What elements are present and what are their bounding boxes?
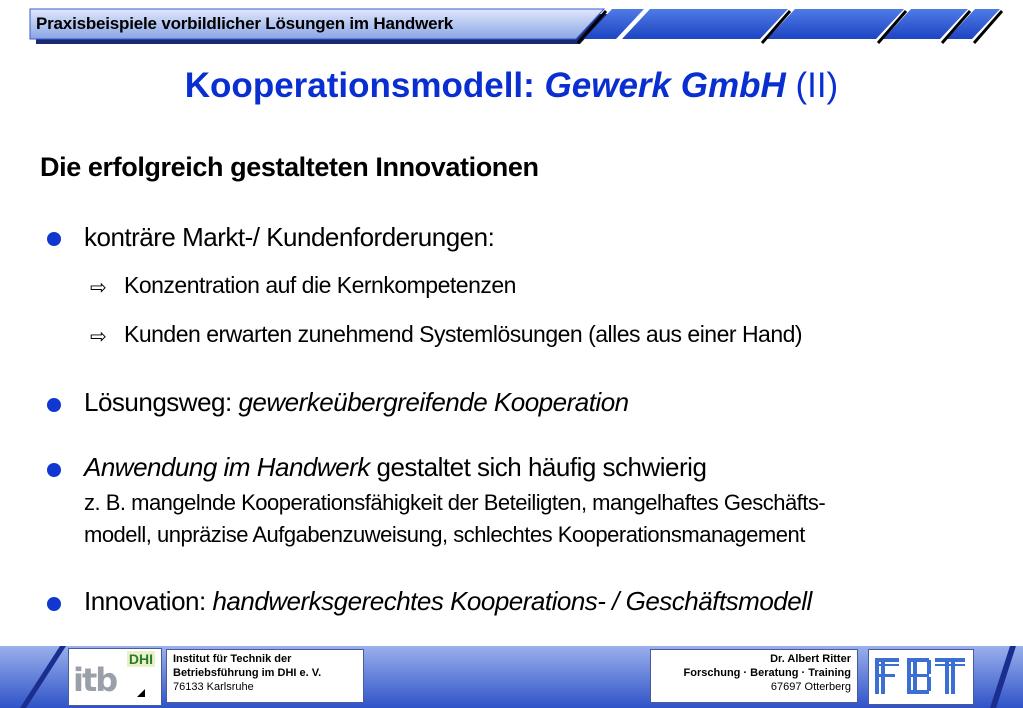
author-line-2: Forschung · Beratung · Training <box>683 667 851 679</box>
bullet-3-suffix: gestaltet sich häufig schwierig <box>369 452 707 482</box>
banner-title: Praxisbeispiele vorbildlicher Lösungen im Handwerk <box>36 14 454 33</box>
bullet-icon <box>47 597 61 611</box>
bullet-3-detail-line-1: z. B. mangelnde Kooperationsfähigkeit der Beteiligten, mangelhaftes Geschäfts- <box>84 490 826 515</box>
section-heading: Die erfolgreich gestalteten Innovationen <box>40 152 539 182</box>
hollow-arrow-right-icon: ⇨ <box>90 326 107 348</box>
bullet-text-3 <box>84 452 706 483</box>
dhi-badge: DHI <box>128 651 153 667</box>
bullet-2-prefix: Lösungsweg: <box>84 387 239 417</box>
slide-title <box>0 66 1023 106</box>
bullet-2-italic: gewerkeübergreifende Kooperation <box>238 387 629 417</box>
author-info-box <box>650 649 858 703</box>
institute-line-3: 76133 Karlsruhe <box>173 681 254 693</box>
bullet-icon <box>47 398 61 412</box>
logo-triangle-icon <box>137 689 145 697</box>
bullet-text-4 <box>84 586 812 617</box>
slide-title-italic: Gewerk GmbH <box>544 66 786 105</box>
header-banner <box>0 0 1023 48</box>
sub-bullet-text-2: Kunden erwarten zunehmend Systemlösungen (alles aus einer Hand) <box>124 321 803 347</box>
institute-line-2: Betriebsführung im DHI e. V. <box>173 667 322 679</box>
sub-bullet-text-1: Konzentration auf die Kernkompetenzen <box>124 272 516 298</box>
itb-logo-text: itb <box>73 661 117 699</box>
institute-line-1: Institut für Technik der <box>173 653 292 665</box>
fbt-logo-graphic <box>869 650 971 702</box>
itb-logo <box>68 648 162 706</box>
bullet-text-1: konträre Markt-/ Kundenforderungen: <box>84 222 495 252</box>
bullet-3-italic: Anwendung im Handwerk <box>84 452 370 482</box>
bullet-3-detail-line-2: modell, unpräzise Aufgabenzuweisung, schlechtes Kooperationsmanagement <box>84 522 805 547</box>
bullet-icon <box>47 232 61 246</box>
slide-title-suffix: (II) <box>785 66 839 105</box>
author-line-3: 67697 Otterberg <box>770 681 851 693</box>
bullet-icon <box>47 463 61 477</box>
footer <box>0 640 1023 708</box>
bullet-4-prefix: Innovation: <box>84 586 213 616</box>
institute-info-box <box>166 649 364 703</box>
hollow-arrow-right-icon: ⇨ <box>90 277 107 299</box>
slide-title-main: Kooperationsmodell: <box>184 66 545 105</box>
bullet-text-2 <box>84 387 629 418</box>
fbt-logo <box>868 649 974 705</box>
author-line-1: Dr. Albert Ritter <box>770 653 851 665</box>
bullet-4-italic: handwerksgerechtes Kooperations- / Geschäftsmodell <box>212 586 812 616</box>
